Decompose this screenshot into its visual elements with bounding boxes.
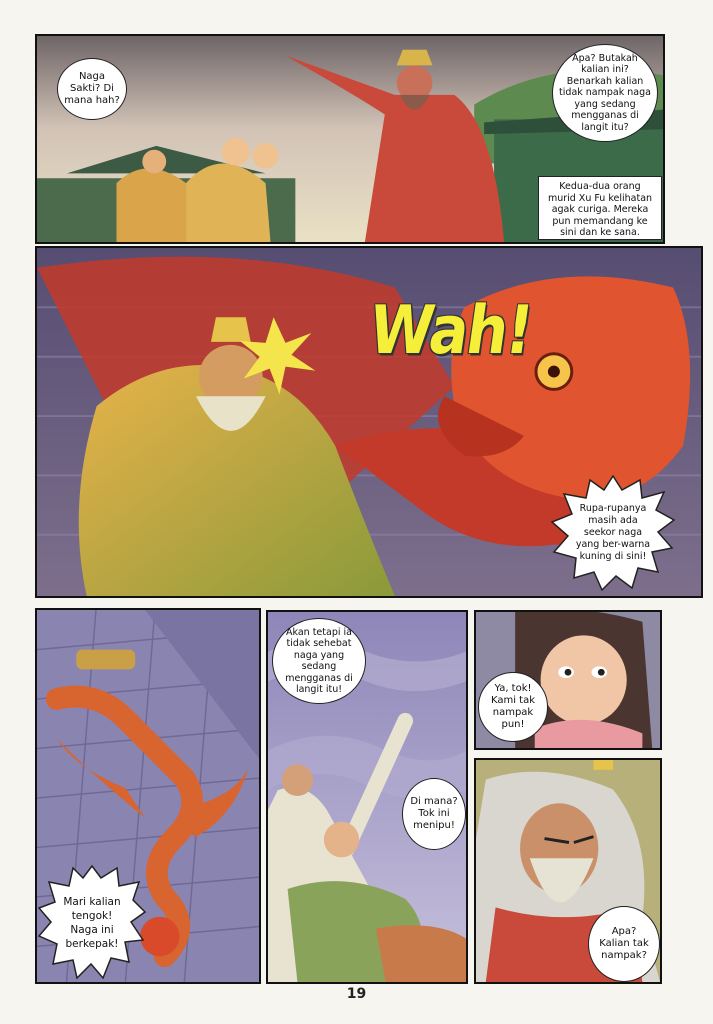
bubble-text: Apa? Kalian tak nampak? [599, 926, 649, 961]
panel-4 [266, 610, 468, 984]
bubble-text: Naga Sakti? Di mana hah? [64, 71, 120, 106]
speech-bubble [588, 906, 660, 982]
burst-text: Rupa-rupanya masih ada seekor naga yang ber-warna kuning di sini! [575, 503, 651, 562]
burst-text: Mari kalian tengok! Naga ini berkepak! [63, 896, 121, 950]
panel-6 [474, 758, 662, 984]
sound-effect: Wah! [364, 290, 537, 370]
page-number: 19 [346, 986, 367, 1002]
bubble-text: Apa? Butakah kalian ini? Benarkah kalian tidak nampak naga yang sedang mengganas di langit itu? [559, 52, 651, 133]
panel-5 [474, 610, 662, 750]
speech-bubble [272, 618, 366, 704]
speech-bubble [57, 58, 127, 120]
panel-1 [35, 34, 665, 244]
bubble-text: Akan tetapi ia tidak sehebat naga yang sedang mengganas di langit itu! [285, 626, 353, 695]
speech-bubble [552, 44, 658, 142]
speech-bubble [478, 672, 548, 742]
shout-burst [550, 474, 676, 592]
bubble-text: Di mana? Tok ini menipu! [410, 796, 458, 831]
caption-text: Kedua-dua orang murid Xu Fu kelihatan agak curiga. Mereka pun memandang ke sini dan ke sana. [547, 181, 653, 238]
panel-3 [35, 608, 261, 984]
panel-2 [35, 246, 703, 598]
bubble-text: Ya, tok! Kami tak nampak pun! [490, 683, 536, 730]
shout-burst [37, 864, 147, 982]
narration-caption [538, 176, 662, 240]
speech-bubble [402, 778, 466, 850]
